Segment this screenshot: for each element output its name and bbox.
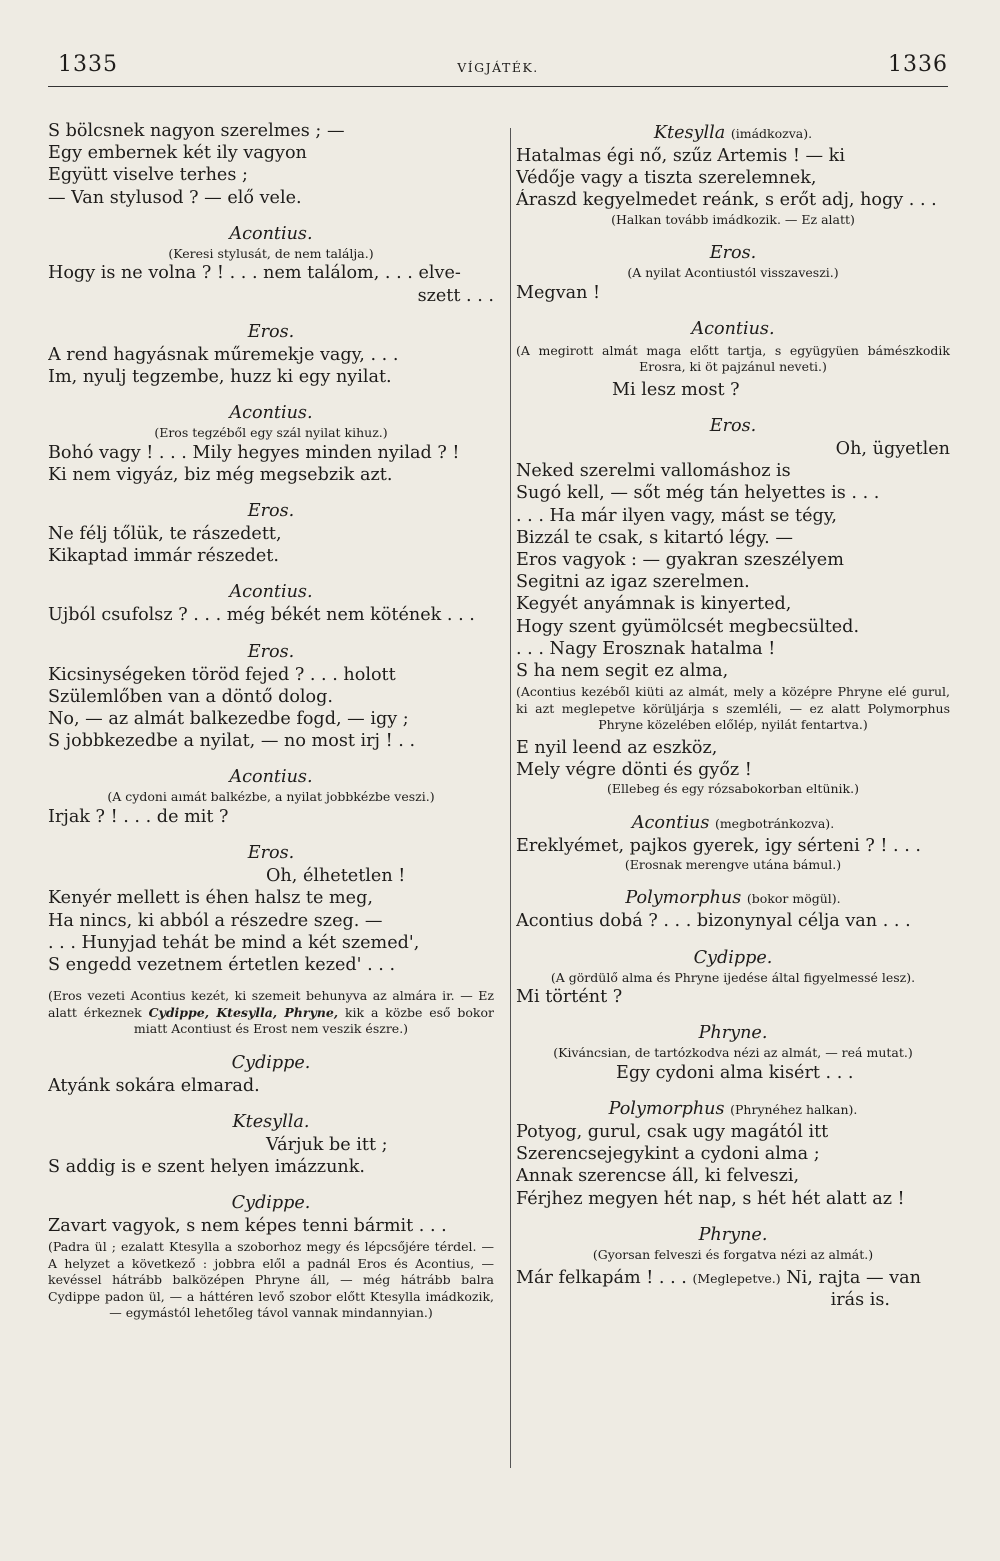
verse-line: Szülemlőben van a döntő dolog. (48, 686, 333, 707)
right-column (516, 120, 950, 1312)
stage-direction: (Eros tegzéből egy szál nyilat kihuz.) (154, 425, 388, 441)
speaker-direction: (bokor mögül). (746, 891, 841, 907)
verse-line: Kicsinységeken töröd fejed ? . . . holott (48, 664, 396, 685)
verse-line: — Van stylusod ? — elő vele. (48, 187, 302, 208)
verse-line: . . . Ha már ilyen vagy, mást se tégy, (516, 505, 837, 526)
verse-line: Mi történt ? (516, 987, 623, 1008)
stage-direction: (A cydoni aımát balkézbe, a nyilat jobbkézbe veszi.) (107, 789, 435, 805)
speaker-name: Eros. (709, 416, 757, 437)
stage-direction: (Acontius kezéből kiüti az almát, mely a középre Phryne elé gurul, ki azt meglepetve körüljárja s szemléli, — ez alatt Polymorphus Phryne közelében előlép, nyilát fentartva.) (516, 684, 950, 733)
verse-line: . . . Hunyjad tehát be mind a két szemed', (48, 932, 420, 953)
verse-line: Ki nem vigyáz, biz még megsebzik azt. (48, 464, 393, 485)
speaker-name: Phryne. (698, 1224, 768, 1245)
speaker-direction: (megbotránkozva). (714, 815, 835, 831)
verse-line: Eros vagyok : — gyakran szeszélyem (516, 550, 844, 571)
verse-line: No, — az almát balkezedbe fogd, — igy ; (48, 709, 409, 730)
verse-line: Ne félj tőlük, te rászedett, (48, 524, 282, 545)
stage-direction: (A gördülő alma és Phryne ijedése által figyelmessé lesz). (550, 969, 916, 985)
speaker-name: Acontius. (229, 223, 313, 244)
speaker-name: Eros. (709, 243, 757, 264)
verse-line: S jobbkezedbe a nyilat, — no most irj ! . . (48, 731, 416, 752)
verse-line: E nyil leend az eszköz, (516, 737, 718, 758)
verse-line: Hogy szent gyümölcsét megbecsülted. (516, 616, 860, 637)
speaker-name: Polymorphus (608, 1098, 725, 1119)
left-column (48, 120, 494, 1325)
verse-line: irás is. (830, 1290, 890, 1311)
left-page-number: 1335 (58, 52, 118, 77)
speaker-name: Acontius. (691, 318, 775, 339)
verse-line: Annak szerencse áll, ki felveszi, (516, 1166, 800, 1187)
verse-line: Hogy is ne volna ? ! . . . nem találom, . . . elve- (48, 263, 461, 284)
verse-line: Hatalmas égi nő, szűz Artemis ! — ki (516, 146, 845, 166)
verse-line: Egy cydoni alma kisért . . . (616, 1062, 854, 1083)
speaker-name: Acontius. (229, 767, 313, 788)
verse-line: S engedd vezetnem értetlen kezed' . . . (48, 954, 396, 975)
verse-line: Irjak ? ! . . . de mit ? (48, 806, 229, 827)
speaker-name: Eros. (247, 501, 295, 522)
verse-line: Együtt viselve terhes ; (48, 165, 248, 186)
speaker-direction: (Phrynéhez halkan). (730, 1101, 858, 1117)
speaker-name: Acontius. (229, 582, 313, 603)
speaker-name: Ktesylla. (232, 1111, 310, 1132)
speaker-name: Cydippe. (231, 1052, 311, 1073)
verse-line: Acontius dobá ? . . . bizonynyal célja van . . . (516, 911, 911, 932)
speaker-name: Polymorphus (625, 888, 742, 909)
verse-line: Bohó vagy ! . . . Mily hegyes minden nyilad ? ! (48, 442, 460, 463)
verse-line: Védője vagy a tiszta szerelemnek, (516, 168, 817, 189)
speaker-name: Acontius (631, 812, 710, 833)
stage-direction: (A nyilat Acontiustól visszaveszi.) (627, 265, 839, 281)
verse-line: Neked szerelmi vallomáshoz is (516, 461, 791, 482)
speaker-heading (516, 122, 950, 145)
verse-line: Zavart vagyok, s nem képes tenni bármit . . . (48, 1216, 447, 1237)
verse-line: Férjhez megyen hét nap, s hét hét alatt az ! (516, 1188, 905, 1209)
verse-line: Bizzál te csak, s kitartó légy. — (516, 527, 793, 548)
speaker-name: Cydippe. (231, 1193, 311, 1214)
speaker-name: Eros. (247, 641, 295, 662)
speaker-heading (516, 1098, 950, 1121)
verse-line: Sugó kell, — sőt még tán helyettes is . . . (516, 483, 880, 504)
stage-direction: (Halkan tovább imádkozik. — Ez alatt) (611, 211, 855, 227)
verse-line: Potyog, gurul, csak ugy magától itt (516, 1121, 829, 1142)
verse-line: Atyánk sokára elmarad. (48, 1075, 260, 1096)
stage-direction: (Keresi stylusát, de nem találja.) (168, 245, 374, 261)
page-header (48, 52, 948, 87)
right-page-number: 1336 (888, 52, 948, 77)
verse-line: Várjuk be itt ; (266, 1134, 388, 1155)
verse-line: Szerencsejegykint a cydoni alma ; (516, 1144, 820, 1165)
verse-line: Ha nincs, ki abból a részedre szeg. — (48, 910, 383, 931)
verse-line: Ujból csufolsz ? . . . még békét nem kötének . . . (48, 605, 475, 626)
inline-stage-direction: (Meglepetve.) (692, 1271, 781, 1287)
verse-line: Mi lesz most ? (612, 379, 740, 400)
verse-line: A rend hagyásnak műremekje vagy, . . . (48, 344, 399, 365)
verse-line: Oh, élhetetlen ! (266, 866, 406, 887)
speaker-heading (516, 812, 950, 835)
verse-text: Már felkapám ! . . . (516, 1268, 693, 1289)
verse-line: S ha nem segit ez alma, (516, 661, 729, 682)
verse-text: Ni, rajta — van (780, 1268, 921, 1289)
verse-line (516, 1267, 950, 1289)
verse-line: Oh, ügyetlen (835, 439, 950, 460)
verse-line: Egy embernek két ily vagyon (48, 143, 307, 164)
verse-line: Segitni az igaz szerelmen. (516, 572, 750, 593)
stage-direction-names: Cydippe, Ktesylla, Phryne, (148, 1004, 339, 1020)
verse-line: S addig is e szent helyen imázzunk. (48, 1157, 365, 1178)
stage-direction: (A megirott almát maga előtt tartja, s együgyüen bámészkodik Erosra, ki öt pajzánul neveti.) (516, 342, 950, 375)
stage-direction: (Ellebeg és egy rózsabokorban eltünik.) (607, 781, 859, 797)
speaker-name: Acontius. (229, 403, 313, 424)
column-divider (510, 128, 511, 1468)
verse-line: Megvan ! (516, 282, 601, 303)
stage-direction: (Kiváncsian, de tartózkodva nézi az almát, — reá mutat.) (553, 1045, 913, 1061)
stage-direction-text: (Eros vezeti Acontius kezét, ki szemeit behunyva az almára ir. — Ez alatt érkeznek (48, 988, 494, 1020)
verse-line: Mely végre dönti és győz ! (516, 759, 752, 780)
speaker-name: Cydippe. (693, 947, 773, 968)
stage-direction (48, 988, 494, 1038)
stage-direction-text: kik a közbe eső bokor miatt Acontiust és Erost nem veszik észre.) (133, 1004, 494, 1037)
verse-line: Ereklyémet, pajkos gyerek, igy sérteni ? ! . . . (516, 835, 921, 856)
speaker-name: Eros. (247, 321, 295, 342)
verse-line: Kegyét anyámnak is kinyerted, (516, 594, 792, 615)
verse-line: szett . . . (417, 285, 494, 306)
verse-line: Im, nyulj tegzembe, huzz ki egy nyilat. (48, 366, 392, 387)
speaker-name: Phryne. (698, 1023, 768, 1044)
verse-line: . . . Nagy Erosznak hatalma ! (516, 638, 776, 659)
stage-direction: (Erosnak merengve utána bámul.) (624, 856, 842, 872)
speaker-name: Eros. (247, 843, 295, 864)
speaker-direction: (imádkozva). (730, 126, 813, 141)
speaker-name: Ktesylla (653, 123, 726, 143)
verse-line: Kenyér mellett is éhen halsz te meg, (48, 888, 373, 909)
running-title: VÍGJÁTÉK. (457, 60, 539, 75)
verse-line: S bölcsnek nagyon szerelmes ; — (48, 121, 345, 141)
stage-direction: (Padra ül ; ezalatt Ktesylla a szoborhoz megy és lépcsőjére térdel. — A helyzet a következő : jobbra elől a padnál Eros és Acontius, — kevéssel hátrább balközépen Phryne áll, — még hátrább balra Cydippe padon ül, — a háttéren levő szobor előtt Ktesylla imádkozik, — egymástól lehetőleg távol vannak mindannyian.) (48, 1239, 494, 1321)
verse-line: Áraszd kegyelmedet reánk, s erőt adj, hogy . . . (516, 190, 937, 211)
verse-line: Kikaptad immár részedet. (48, 546, 279, 567)
speaker-heading (516, 887, 950, 910)
stage-direction: (Gyorsan felveszi és forgatva nézi az almát.) (592, 1246, 874, 1262)
